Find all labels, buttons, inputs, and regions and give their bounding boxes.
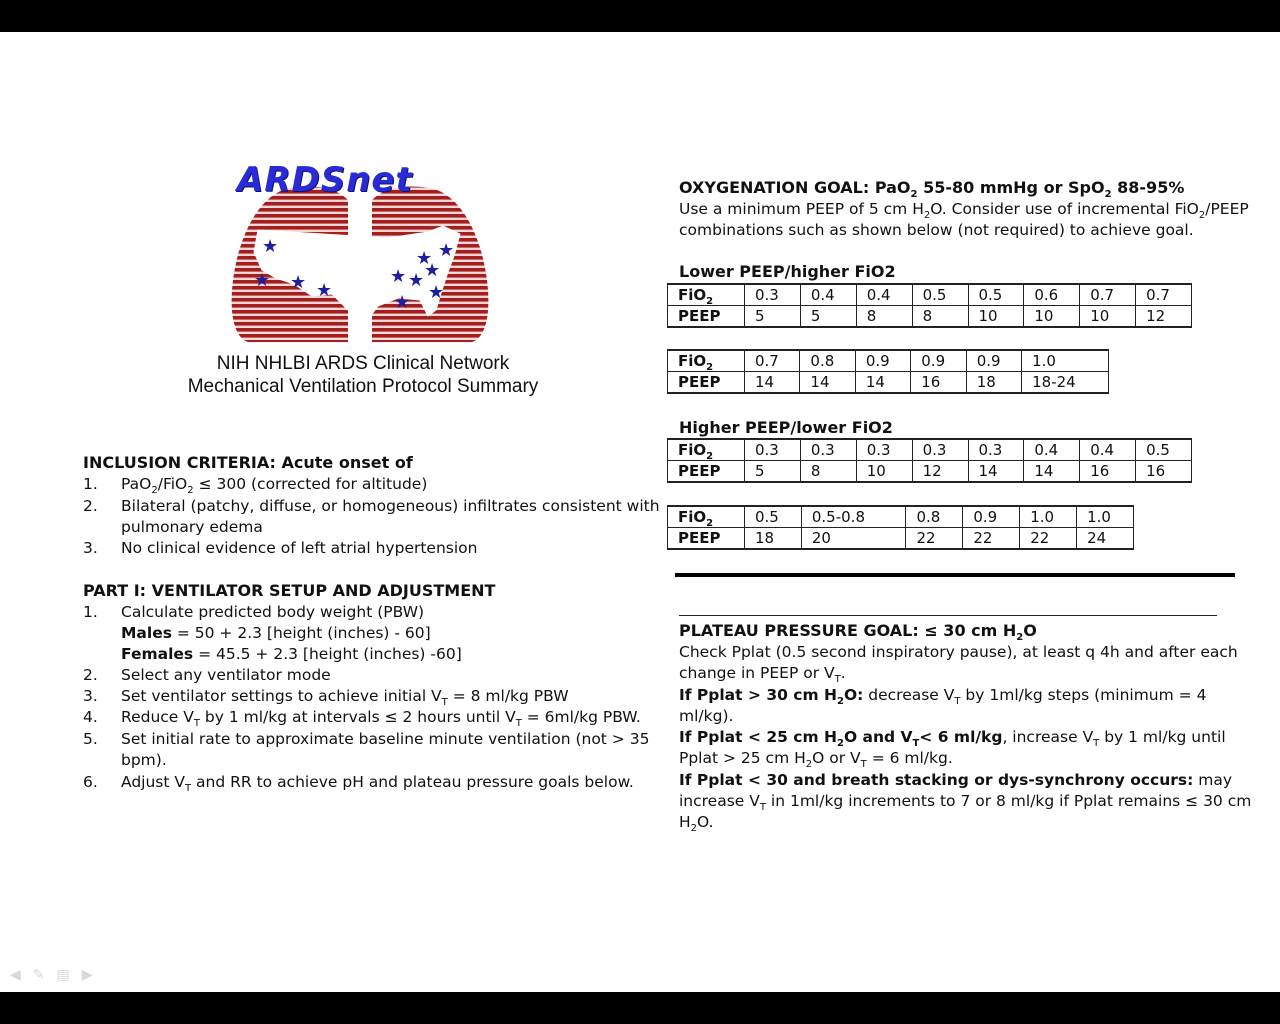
fio2-row-cell: 0.5-0.8 xyxy=(801,506,906,528)
peep-row-cell: 10 xyxy=(856,461,912,483)
inclusion-item-1: 1. PaO$_2$/FiO$_2$ ≤ 300 (corrected for altitude) xyxy=(83,475,428,497)
part1-heading: PART I: VENTILATOR SETUP AND ADJUSTMENT xyxy=(83,581,496,600)
fio2-row-cell: 0.9 xyxy=(963,506,1020,528)
fio2-row-label: FiO$_2$ xyxy=(668,284,745,306)
peep-row-cell: 22 xyxy=(1020,528,1077,550)
peep-row-label: PEEP xyxy=(668,461,745,483)
fio2-row-cell: 1.0 xyxy=(1022,350,1109,372)
peep-row-cell: 14 xyxy=(800,372,855,394)
fio2-row-label: FiO$_2$ xyxy=(668,350,745,372)
svg-text:★: ★ xyxy=(290,272,307,293)
svg-text:★: ★ xyxy=(424,260,441,281)
fio2-row-cell: 0.5 xyxy=(968,284,1024,306)
fio2-row-cell: 0.6 xyxy=(1024,284,1080,306)
plateau-p3-line-2: Pplat > 25 cm $H_2O$ or $V_T = 6$ ml/kg. xyxy=(679,749,953,771)
peep-row-cell: 5 xyxy=(745,461,801,483)
peep-row-cell: 22 xyxy=(963,528,1020,550)
plateau-p3-line-1: If Pplat < 25 cm $H_2O$ and $V_T< 6$ ml/kg, increase $V_T$ by 1 ml/kg until xyxy=(679,728,1226,750)
peep-row-cell: 16 xyxy=(1136,461,1192,483)
fio2-row-cell: 0.9 xyxy=(911,350,966,372)
plateau-p4-line-1: If Pplat < 30 and breath stacking or dys-synchrony occurs: may xyxy=(679,771,1233,789)
inclusion-item-3: 3. No clinical evidence of left atrial hypertension xyxy=(83,539,478,557)
fio2-row xyxy=(668,439,1192,461)
part1-item-3: 3. Set ventilator settings to achieve initial $V_T = 8$ ml/kg PBW xyxy=(83,687,569,709)
peep-row-cell: 24 xyxy=(1077,528,1134,550)
peep-row-cell: 18 xyxy=(745,528,802,550)
pbw-males: Males = 50 + 2.3 [height (inches) - 60] xyxy=(121,624,431,642)
network-title xyxy=(153,352,573,398)
part1-item-5-cont: bpm). xyxy=(121,751,167,769)
fio2-row-label: FiO$_2$ xyxy=(668,439,745,461)
fio2-row-cell: 0.7 xyxy=(745,350,800,372)
fio2-row-cell: 0.3 xyxy=(800,439,856,461)
fio2-row-cell: 0.5 xyxy=(912,284,968,306)
section-divider xyxy=(675,573,1235,577)
svg-text:★: ★ xyxy=(262,236,279,257)
peep-row-cell: 14 xyxy=(745,372,800,394)
peep-row-cell: 16 xyxy=(1080,461,1136,483)
fio2-row-cell: 0.9 xyxy=(966,350,1021,372)
peep-row-label: PEEP xyxy=(668,528,745,550)
fio2-row-cell: 0.8 xyxy=(906,506,963,528)
peep-row-cell: 22 xyxy=(906,528,963,550)
fio2-row-cell: 0.3 xyxy=(745,439,801,461)
inclusion-item-2-cont: pulmonary edema xyxy=(121,518,263,536)
peep-row-cell: 10 xyxy=(1080,306,1136,328)
fio2-row-cell: 0.8 xyxy=(800,350,855,372)
plateau-p4-line-2: increase $V_T$ in 1ml/kg increments to 7 or 8 ml/kg if Pplat remains ≤ 30 cm xyxy=(679,792,1252,814)
network-line-1: NIH NHLBI ARDS Clinical Network xyxy=(216,353,510,374)
peep-row-label: PEEP xyxy=(668,372,745,394)
inclusion-heading: INCLUSION CRITERIA: Acute onset of xyxy=(83,453,413,472)
fio2-row-cell: 0.4 xyxy=(1080,439,1136,461)
fio2-row xyxy=(668,506,1134,528)
network-line-2: Mechanical Ventilation Protocol Summary xyxy=(187,376,539,397)
fio2-row xyxy=(668,284,1192,306)
svg-text:★: ★ xyxy=(316,280,333,301)
peep-row-cell: 14 xyxy=(1024,461,1080,483)
fio2-row-cell: 0.3 xyxy=(745,284,801,306)
oxygenation-line-2: combinations such as shown below (not required) to achieve goal. xyxy=(679,221,1194,239)
peep-row-cell: 5 xyxy=(800,306,856,328)
peep-row-cell: 14 xyxy=(968,461,1024,483)
peep-row-cell: 18 xyxy=(966,372,1021,394)
lower-peep-table-1 xyxy=(667,283,1192,328)
svg-text:★: ★ xyxy=(416,248,433,269)
lower-peep-table-2 xyxy=(667,349,1109,394)
peep-row-cell: 8 xyxy=(912,306,968,328)
svg-text:★: ★ xyxy=(254,270,271,291)
plateau-heading: PLATEAU PRESSURE GOAL: ≤ 30 cm $H_2O$ xyxy=(679,621,1037,644)
fio2-row-cell: 1.0 xyxy=(1077,506,1134,528)
plateau-p4-line-3: $H_2O$. xyxy=(679,813,714,835)
peep-row-cell: 10 xyxy=(1024,306,1080,328)
menu-icon[interactable]: ▤ xyxy=(56,967,82,983)
svg-text:★: ★ xyxy=(394,292,411,313)
logo-title: ARDSnet xyxy=(237,160,413,200)
peep-row xyxy=(668,306,1192,328)
section-rule xyxy=(679,615,1217,616)
peep-row-cell: 20 xyxy=(801,528,906,550)
fio2-row-cell: 0.5 xyxy=(1136,439,1192,461)
fio2-row-cell: 0.9 xyxy=(855,350,910,372)
fio2-row-cell: 0.3 xyxy=(912,439,968,461)
document-page xyxy=(0,32,1280,992)
inclusion-item-2: 2. Bilateral (patchy, diffuse, or homogeneous) infiltrates consistent with xyxy=(83,497,660,515)
part1-item-4: 4. Reduce $V_T$ by 1 ml/kg at intervals ≤ 2 hours until $V_T = 6ml/kg$ PBW. xyxy=(83,708,641,730)
fio2-row-cell: 0.3 xyxy=(968,439,1024,461)
pen-icon[interactable]: ✎ xyxy=(32,967,57,983)
svg-text:★: ★ xyxy=(428,282,445,303)
plateau-p2-line-2: ml/kg). xyxy=(679,707,734,725)
svg-text:★: ★ xyxy=(390,266,407,287)
oxygenation-line-1: Use a minimum PEEP of 5 cm $H_2O$. Consider use of incremental FiO$_2$/PEEP xyxy=(679,200,1249,222)
plateau-p2-line-1: If Pplat > 30 cm $H_2O$: decrease $V_T$ by 1ml/kg steps (minimum = 4 xyxy=(679,686,1207,708)
part1-item-1: 1. Calculate predicted body weight (PBW) xyxy=(83,603,425,621)
peep-row-cell: 10 xyxy=(968,306,1024,328)
fio2-row xyxy=(668,350,1109,372)
peep-row-cell: 12 xyxy=(1136,306,1192,328)
part1-item-6: 6. Adjust $V_T$ and RR to achieve pH and plateau pressure goals below. xyxy=(83,773,634,795)
peep-row-cell: 18-24 xyxy=(1022,372,1109,394)
plateau-p1-line-2: change in PEEP or $V_T$. xyxy=(679,664,846,686)
peep-row-cell: 8 xyxy=(800,461,856,483)
fio2-row-label: FiO$_2$ xyxy=(668,506,745,528)
svg-text:★: ★ xyxy=(438,240,455,261)
slideshow-controls[interactable] xyxy=(10,967,105,983)
peep-row xyxy=(668,372,1109,394)
peep-row-cell: 16 xyxy=(911,372,966,394)
fio2-row-cell: 0.4 xyxy=(856,284,912,306)
fio2-row-cell: 0.7 xyxy=(1080,284,1136,306)
pbw-females: Females = 45.5 + 2.3 [height (inches) -60] xyxy=(121,645,462,663)
peep-row xyxy=(668,461,1192,483)
next-slide-icon[interactable]: ▶ xyxy=(81,967,105,983)
part1-item-5: 5. Set initial rate to approximate baseline minute ventilation (not > 35 xyxy=(83,730,650,748)
fio2-row-cell: 0.4 xyxy=(800,284,856,306)
svg-text:★: ★ xyxy=(408,270,425,291)
fio2-row-cell: 0.5 xyxy=(745,506,802,528)
fio2-row-cell: 0.7 xyxy=(1136,284,1192,306)
fio2-row-cell: 0.3 xyxy=(856,439,912,461)
previous-slide-icon[interactable]: ◀ xyxy=(10,967,33,983)
fio2-row-cell: 0.4 xyxy=(1024,439,1080,461)
fio2-row-cell: 1.0 xyxy=(1020,506,1077,528)
peep-row-cell: 14 xyxy=(855,372,910,394)
higher-peep-title: Higher PEEP/lower FiO2 xyxy=(679,418,893,437)
peep-row-cell: 5 xyxy=(745,306,801,328)
peep-row-cell: 8 xyxy=(856,306,912,328)
plateau-p1-line-1: Check Pplat (0.5 second inspiratory pause), at least q 4h and after each xyxy=(679,643,1238,661)
oxygenation-heading: OXYGENATION GOAL: PaO$_2$ 55-80 mmHg or SpO$_2$ 88-95% xyxy=(679,178,1185,201)
peep-row-label: PEEP xyxy=(668,306,745,328)
peep-row xyxy=(668,528,1134,550)
higher-peep-table-2 xyxy=(667,505,1134,550)
lower-peep-title: Lower PEEP/higher FiO2 xyxy=(679,262,896,281)
peep-row-cell: 12 xyxy=(912,461,968,483)
part1-item-2: 2. Select any ventilator mode xyxy=(83,666,331,684)
higher-peep-table-1 xyxy=(667,438,1192,483)
